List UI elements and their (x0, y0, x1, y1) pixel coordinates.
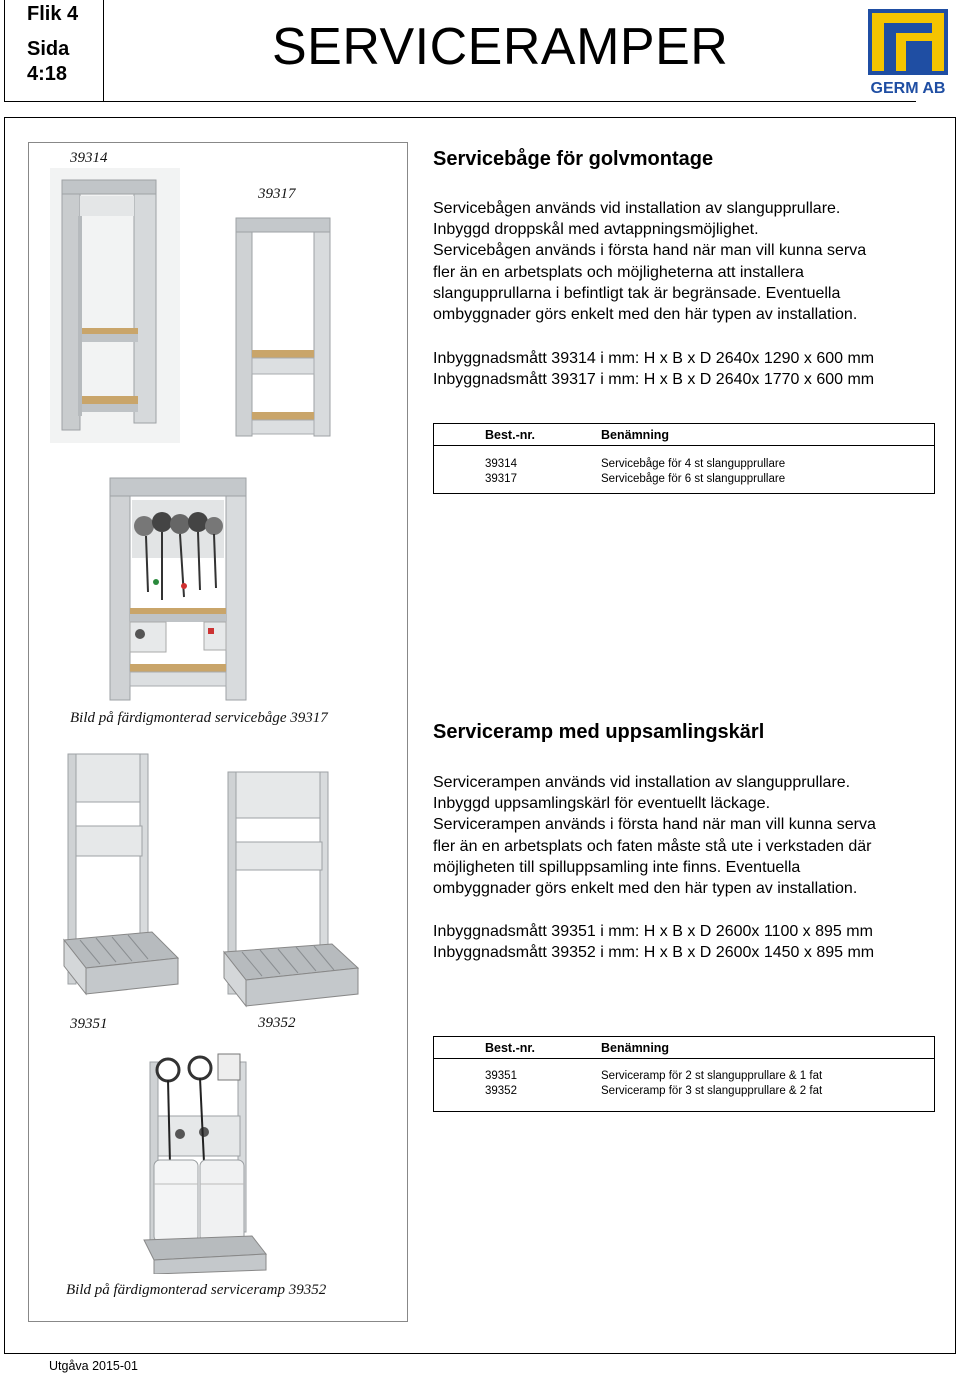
section2-heading: Serviceramp med uppsamlingskärl (433, 721, 765, 743)
image-label-39317: 39317 (258, 186, 296, 202)
table-row (434, 473, 934, 488)
servicebage-assembled-image (100, 472, 256, 704)
serviceramp-assembled-image (140, 1044, 268, 1274)
section1-heading: Servicebåge för golvmontage (433, 148, 714, 170)
section2-line: Servicerampen används i första hand när man vill kunna serva (433, 816, 876, 834)
row-name: Serviceramp för 2 st slangupprullare & 1 fat (601, 1070, 823, 1082)
section2-line: ombyggnader görs enkelt med den här typen av installation. (433, 880, 858, 898)
column-header-name: Benämning (601, 1041, 670, 1055)
tab-label: Flik 4 (27, 3, 79, 25)
table-row (434, 458, 934, 473)
section2-description (433, 772, 943, 899)
row-nr: 39352 (485, 1085, 517, 1097)
section1-line: ombyggnader görs enkelt med den här typen av installation. (433, 306, 858, 324)
serviceramp-39352-image (220, 770, 360, 1010)
dimension-line: Inbyggnadsmått 39314 i mm: H x B x D 2640x 1290 x 600 mm (433, 350, 875, 367)
section2-line: möjligheten till spilluppsamling inte finns. Eventuella (433, 858, 801, 876)
section1-line: fler än en arbetsplats och möjligheterna att installera (433, 263, 804, 281)
dimension-line: Inbyggnadsmått 39351 i mm: H x B x D 2600x 1100 x 895 mm (433, 923, 873, 940)
germ-logo (866, 7, 950, 97)
section1-dimensions (433, 348, 943, 390)
section2-line: Inbyggd uppsamlingskärl för eventuellt läckage. (433, 795, 771, 813)
dimension-line: Inbyggnadsmått 39317 i mm: H x B x D 2640x 1770 x 600 mm (433, 371, 875, 389)
dimension-line: Inbyggnadsmått 39352 i mm: H x B x D 2600x 1450 x 895 mm (433, 944, 875, 962)
image-label-39351: 39351 (70, 1016, 108, 1032)
row-nr: 39351 (485, 1070, 517, 1082)
edition-footer: Utgåva 2015-01 (49, 1359, 138, 1373)
section1-order-table (433, 423, 935, 494)
section1-line: Servicebågen används vid installation av slangupprullare. (433, 200, 841, 217)
column-header-nr: Best.-nr. (485, 428, 536, 442)
column-header-name: Benämning (601, 428, 670, 442)
page-number: 4:18 (27, 63, 68, 85)
caption-serviceramp: Bild på färdigmonterad serviceramp 39352 (66, 1282, 327, 1298)
caption-servicebage: Bild på färdigmonterad servicebåge 39317 (70, 710, 328, 726)
section1-line: Servicebågen används i första hand när man vill kunna serva (433, 242, 867, 260)
image-label-39352: 39352 (258, 1015, 296, 1031)
header-tab-box (4, 0, 104, 102)
section1-description (433, 198, 943, 325)
section2-line: fler än en arbetsplats och faten måste stå ute i verkstaden där (433, 837, 872, 855)
image-label-39314: 39314 (70, 150, 108, 166)
page-title: SERVICERAMPER (272, 18, 729, 76)
section2-dimensions (433, 921, 943, 963)
row-name: Servicebåge för 6 st slangupprullare (601, 473, 786, 485)
servicebage-39317-image (222, 212, 340, 440)
servicebage-39314-image (50, 168, 180, 443)
table-row (434, 1070, 934, 1085)
table-row (434, 1085, 934, 1100)
section2-order-table (433, 1036, 935, 1112)
svg-text:GERM AB: GERM AB (870, 80, 946, 97)
section2-line: Servicerampen används vid installation av slangupprullare. (433, 774, 851, 791)
table-header (434, 424, 934, 446)
row-name: Serviceramp för 3 st slangupprullare & 2 fat (601, 1085, 823, 1097)
row-nr: 39317 (485, 473, 517, 485)
serviceramp-39351-image (60, 752, 180, 1000)
page-label: Sida (27, 38, 70, 60)
row-name: Servicebåge för 4 st slangupprullare (601, 458, 786, 470)
row-nr: 39314 (485, 458, 517, 470)
section1-line: Inbyggd droppskål med avtappningsmöjlighet. (433, 221, 759, 239)
table-header (434, 1037, 934, 1059)
column-header-nr: Best.-nr. (485, 1041, 536, 1055)
section1-line: slangupprullarna i befintligt tak är begränsade. Eventuella (433, 284, 841, 302)
